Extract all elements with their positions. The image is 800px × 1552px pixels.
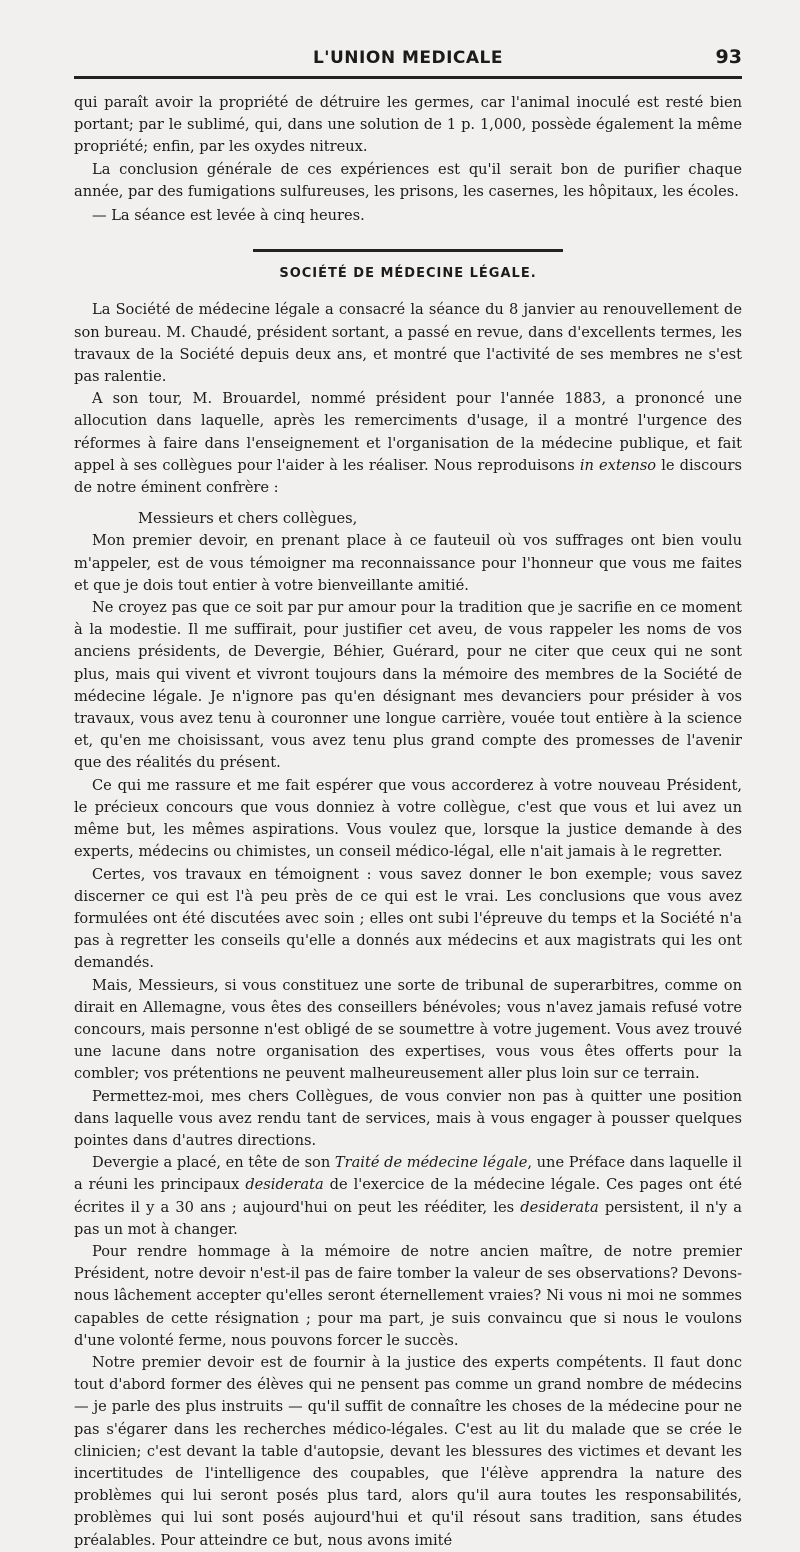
para7-text-b: , une Préface dans laquelle il a réuni les principaux — [74, 1154, 742, 1194]
journal-title: L'UNION MEDICALE — [312, 48, 504, 68]
continuation-paragraph: qui paraît avoir la propriété de détruire les germes, car l'animal inoculé est resté bien portant; par le sublimé, qui, dans une solution de 1 p. 1,000, possède également la même propriété; enfin, par les oxydes nitreux. — [74, 94, 742, 156]
desiderata-term-2: desiderata — [520, 1198, 599, 1216]
speech-paragraph-1: Mon premier devoir, en prenant place à ce fauteuil où vos suffrages ont bien voulu m'appeler, est de vous témoigner ma reconnaissance pour l'honneur que vous me faites et que je dois tout entier à votre bienveillante amitié. — [74, 532, 742, 594]
speech-paragraph-3: Ce qui me rassure et me fait espérer que vous accorderez à votre nouveau Président, le précieux concours que vous donniez à votre collègue, c'est que vous et lui avez un même but, les mêmes aspirations. Vous voulez que, lorsque la justice demande à des experts, médecins ou chimistes, un conseil médico-légal, elle n'ait jamais à le regretter. — [74, 776, 742, 861]
speech-paragraph-8: Pour rendre hommage à la mémoire de notre ancien maître, de notre premier Président, notre devoir n'est-il pas de faire tomber la valeur de ses observations? Devons-nous lâchement accepter qu'elles seront éternellement vraies? Ni vous ni moi ne sommes capables de cette résignation ; pour ma part, je suis convaincu que si nous le voulons d'une volonté ferme, nous pouvons forcer le succès. — [74, 1242, 742, 1349]
session-closed-line: — La séance est levée à cinq heures. — [92, 207, 365, 225]
salutation: Messieurs et chers collègues, — [138, 510, 358, 528]
intro-text-end: le discours de notre éminent confrère : — [74, 456, 742, 497]
speech-paragraph-5: Mais, Messieurs, si vous constituez une sorte de tribunal de superarbitres, comme on dirait en Allemagne, vous êtes des conseillers bénévoles; vous n'avez jamais refusé votre concours, mais personne n'est obligé de se soumettre à votre jugement. Vous avez trouvé une lacune dans notre organisation des expertises, vous vous êtes offerts pour la combler; vos prétentions ne peuvent malheureusement aller plus loin sur ce terrain. — [74, 976, 742, 1083]
intro-text-start: A son tour, M. Brouardel, nommé président pour l'année 1883, a prononcé une allocution dans laquelle, après les remerciments d'usage, il a montré l'urgence des réformes à faire dans l'enseignement et l'organisation de la médecine publique, et fait appel à ses collègues pour l'aider à les réaliser. Nous reproduisons — [74, 390, 742, 474]
para7-text-c: de l'exercice de la médecine légale. Ces pages ont été écrites il y a 30 ans ; aujourd'hui on peut les rééditer, les — [74, 1176, 742, 1216]
desiderata-term-1: desiderata — [245, 1176, 324, 1194]
intro-paragraph-2 — [74, 388, 742, 499]
intro-italic-phrase: in extenso — [579, 456, 657, 474]
para7-text-d: persistent, il n'y a pas un mot à changer. — [74, 1198, 742, 1238]
para7-text-a: Devergie a placé, en tête de son — [92, 1154, 335, 1172]
speech-paragraph-6: Permettez-moi, mes chers Collègues, de vous convier non pas à quitter une position dans laquelle vous avez rendu tant de services, mais à vous engager à pousser quelques pointes dans d'autres directions. — [74, 1087, 742, 1149]
speech-paragraph-2: Ne croyez pas que ce soit par pur amour pour la tradition que je sacrifie en ce moment à la modestie. Il me suffirait, pour justifier cet aveu, de vous rappeler les noms de vos anciens présidents, de Devergie, Béhier, Guérard, pour ne citer que ceux qui ne sont plus, mais qui vivent et vivront toujours dans la mémoire des membres de la Société de médecine légale. Je n'ignore pas qu'en désignant mes devanciers pour présider à vos travaux, vous avez tenu à couronner une longue carrière, vouée tout entière à la science et, qu'en me choisissant, vous avez tenu plus grand compte des promesses de l'avenir que des réalités du présent. — [74, 599, 742, 772]
treatise-title: Traité de médecine légale — [334, 1154, 528, 1172]
page-number: 93 — [715, 46, 742, 68]
article-body — [74, 92, 742, 1552]
running-header — [74, 46, 742, 79]
speech-paragraph-4: Certes, vos travaux en témoignent : vous savez donner le bon exemple; vous savez discerner ce qui est l'à peu près de ce qui est le vrai. Les conclusions que vous avez formulées ont été discutées avec soin ; elles ont subi l'épreuve du temps et la Société n'a pas à regretter les conseils qu'elle a donnés aux médecins et aux magistrats qui les ont demandés. — [74, 865, 742, 972]
section-divider — [253, 249, 563, 252]
section-title: SOCIÉTÉ DE MÉDECINE LÉGALE. — [279, 266, 537, 282]
conclusion-paragraph: La conclusion générale de ces expériences est qu'il serait bon de purifier chaque année, par des fumigations sulfureuses, les prisons, les casernes, les hôpitaux, les écoles. — [74, 160, 742, 200]
speech-paragraph-9: Notre premier devoir est de fournir à la justice des experts compétents. Il faut donc tout d'abord former des élèves qui ne pensent pas comme un grand nombre de médecins — je parle des plus instruits — qu'il suffit de connaître les choses de la médecine pour ne pas s'égarer dans les recherches médico-légales. C'est au lit du malade que se crée le clinicien; c'est devant la table d'autopsie, devant les blessures des victimes et devant les incertitudes de l'intelligence des coupables, que l'élève apprendra la nature des problèmes qui lui seront posés plus tard, alors qu'il aura toutes les responsabilités, problèmes qui lui sont posés aujourd'hui et qu'il résout sans tradition, sans études préalables. Pour atteindre ce but, nous avons imité — [74, 1353, 742, 1549]
speech-paragraph-7 — [74, 1152, 742, 1241]
intro-paragraph-1: La Société de médecine légale a consacré la séance du 8 janvier au renouvellement de son bureau. M. Chaudé, président sortant, a passé en revue, dans d'excellents termes, les travaux de la Société depuis deux ans, et montré que l'activité de ses membres ne s'est pas ralentie. — [74, 301, 742, 386]
